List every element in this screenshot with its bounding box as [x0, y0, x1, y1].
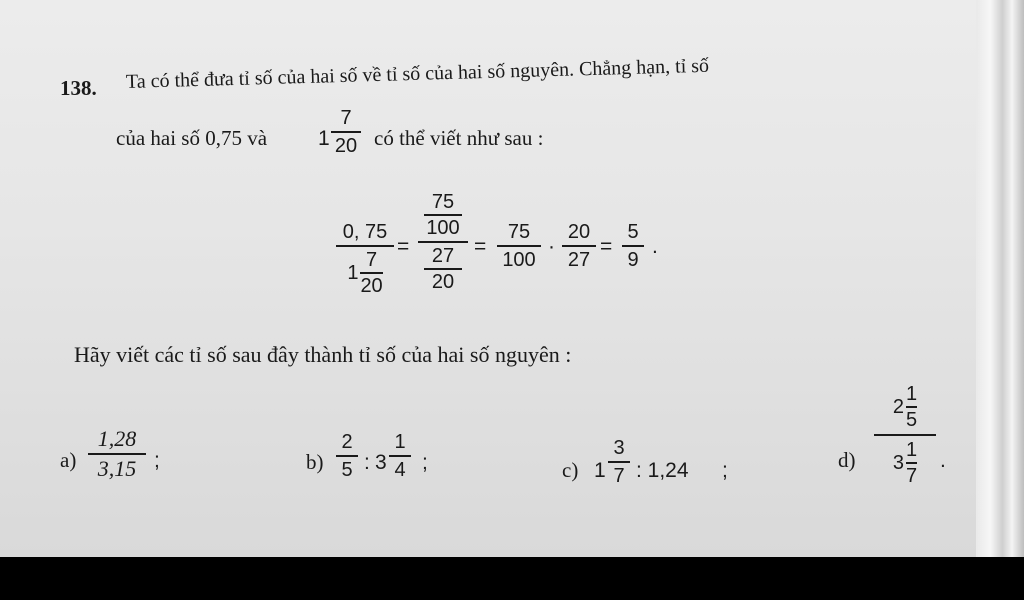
item-a-label: a) — [60, 448, 77, 472]
item-d-period: . — [940, 449, 946, 472]
page-edge — [976, 0, 1024, 557]
item-b-colon: : — [364, 451, 370, 474]
problem-intro-line2: của hai số 0,75 và — [116, 126, 268, 150]
item-d-label: d) — [838, 448, 856, 472]
example-fraction-5: 5 9 — [622, 222, 644, 270]
item-c-mixed-fraction: 3 7 — [608, 438, 630, 486]
example-fraction-1: 0, 75 1 $\frac{7}{20}$ — [336, 222, 394, 296]
equals-sign: = — [397, 235, 410, 258]
item-b-fraction: 2 5 — [336, 432, 358, 480]
period: . — [652, 235, 658, 258]
problem-intro-line1: Ta có thể đưa tỉ số của hai số về tỉ số của hai số nguyên. Chẳng hạn, tỉ số — [125, 54, 710, 93]
item-d-complex-fraction: 2 $\frac{1}{5}$ 3 $\frac{1}{7}$ — [874, 384, 936, 486]
multiply-dot: · — [548, 235, 555, 258]
item-b-semicolon: ; — [422, 451, 428, 474]
item-c-semicolon: ; — [722, 459, 728, 482]
equals-sign: = — [600, 235, 613, 258]
mixed-whole: 1 — [318, 127, 330, 150]
item-c-label: c) — [562, 458, 579, 482]
mixed-fraction-7-20: 7 20 — [331, 108, 361, 156]
example-fraction-3: 75 100 — [497, 222, 541, 270]
item-b-label: b) — [306, 450, 324, 474]
item-b-mixed-fraction: 1 4 — [389, 432, 411, 480]
problem-intro-line2-suffix: có thể viết như sau : — [374, 126, 544, 150]
item-a-fraction: 1,28 3,15 — [88, 428, 146, 480]
item-c-whole: 1 — [594, 459, 606, 482]
item-b-whole: 3 — [375, 451, 387, 474]
instruction-text: Hãy viết các tỉ số sau đây thành tỉ số của hai số nguyên : — [74, 342, 572, 367]
example-fraction-4: 20 27 — [562, 222, 596, 270]
equals-sign: = — [474, 235, 487, 258]
item-c-rest: : 1,24 — [636, 459, 689, 482]
example-fraction-2: 75 100 27 20 — [418, 192, 468, 292]
problem-number: 138. — [60, 76, 97, 100]
item-a-semicolon: ; — [154, 449, 160, 472]
bottom-black-bar — [0, 557, 1024, 600]
